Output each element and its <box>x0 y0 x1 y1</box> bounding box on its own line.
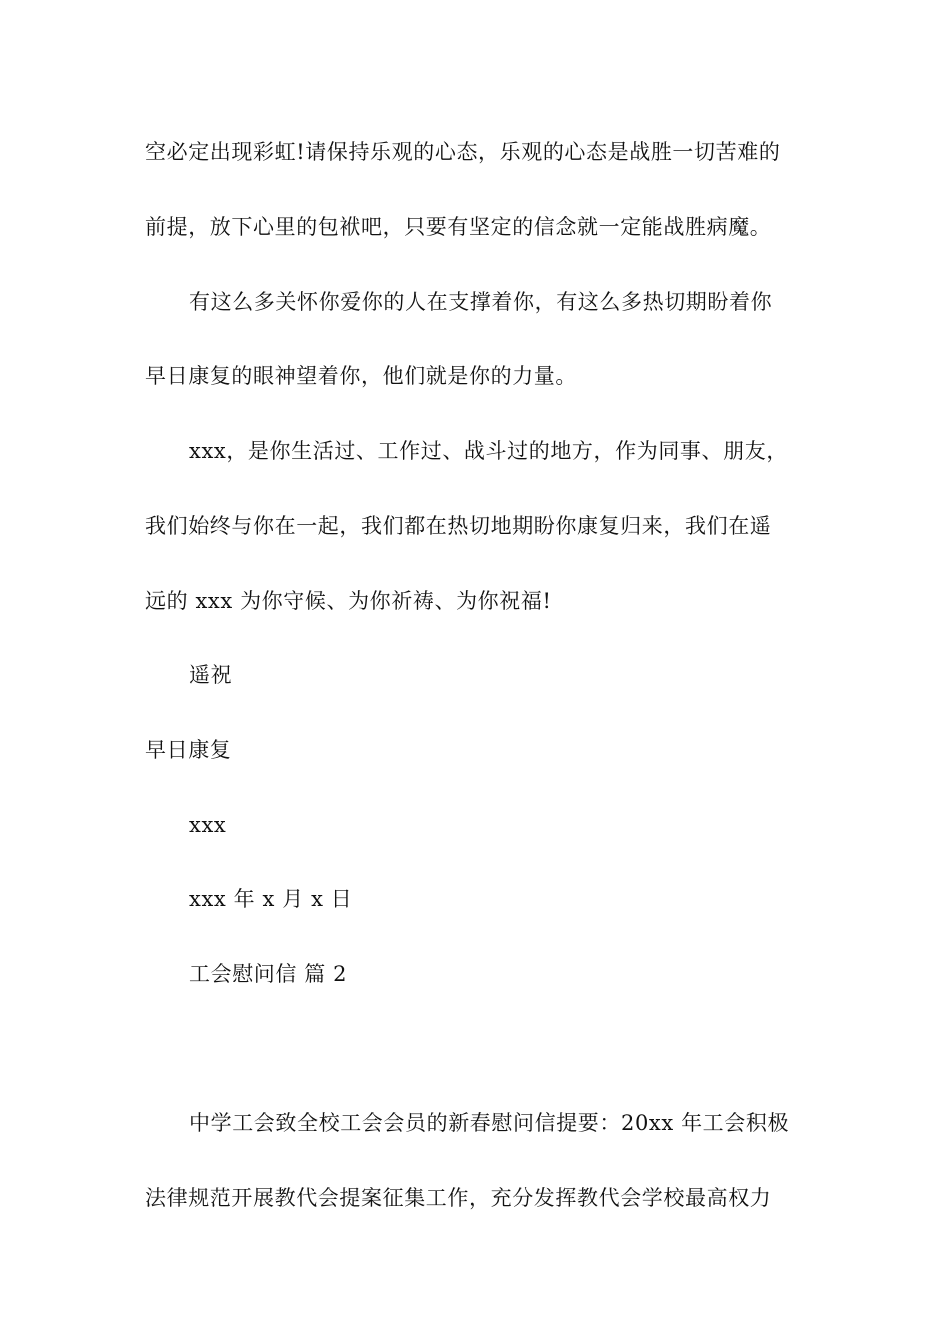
body-line-3: 有这么多关怀你爱你的人在支撑着你，有这么多热切期盼着你 <box>189 290 773 314</box>
body-line-2: 前提，放下心里的包袱吧，只要有坚定的信念就一定能战胜病魔。 <box>145 215 772 239</box>
closing-greeting: 遥祝 <box>189 663 233 687</box>
body-line-1: 空必定出现彩虹!请保持乐观的心态，乐观的心态是战胜一切苦难的 <box>145 140 781 164</box>
body-line-6: 我们始终与你在一起，我们都在热切地期盼你康复归来，我们在遥 <box>145 514 772 538</box>
closing-wish: 早日康复 <box>145 738 232 762</box>
signature-name: xxx <box>189 813 227 837</box>
body-line-9: 法律规范开展教代会提案征集工作，充分发挥教代会学校最高权力 <box>145 1186 772 1210</box>
body-line-7: 远的 xxx 为你守候、为你祈祷、为你祝福! <box>145 589 552 613</box>
signature-date: xxx 年 x 月 x 日 <box>189 887 353 911</box>
body-line-4: 早日康复的眼神望着你，他们就是你的力量。 <box>145 364 577 388</box>
body-line-8: 中学工会致全校工会会员的新春慰问信提要：20xx 年工会积极 <box>189 1111 790 1135</box>
body-line-5: xxx，是你生活过、工作过、战斗过的地方，作为同事、朋友， <box>189 439 788 463</box>
section-heading: 工会慰问信 篇 2 <box>189 962 348 986</box>
